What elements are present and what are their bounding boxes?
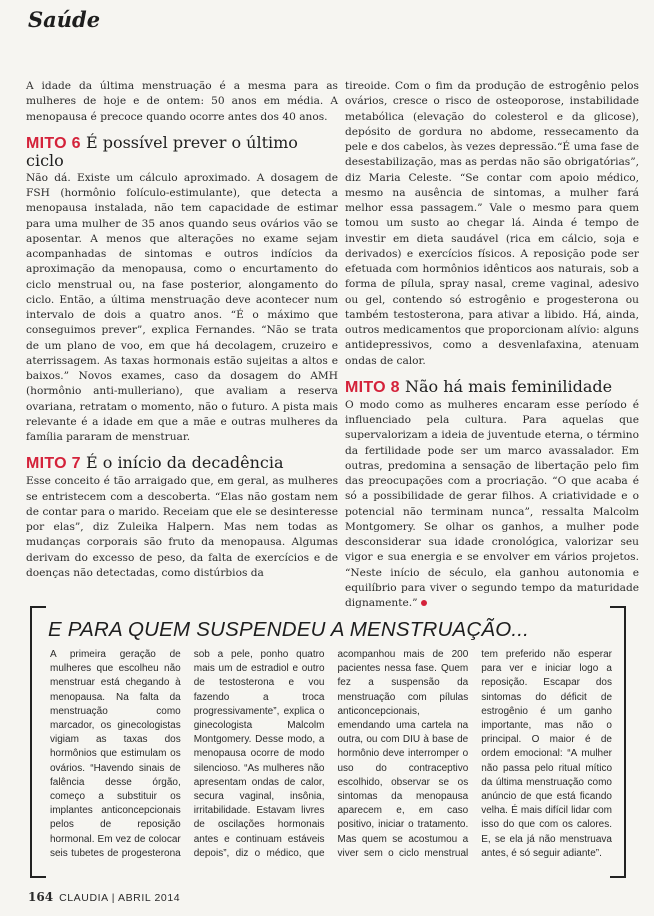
myth-6-title: É possível prever o último ciclo bbox=[26, 132, 298, 170]
myth-7-heading bbox=[26, 454, 338, 472]
myth-7-body: Esse conceito é tão arraigado que, em geral, as mulheres se entristecem com a descoberta. “Elas não gostam nem de contar para o marido. Receiam que ele se desinteresse por elas”, diz Zuleika Halpern. Mas nem todas as mudanças corporais são fruto da menopausa. Algumas derivam do excesso de peso, da falta de exercícios e de doenças não detectadas, como distúrbios da bbox=[26, 475, 338, 579]
myth-6-number: MITO 6 bbox=[26, 134, 81, 152]
sidebar-box bbox=[30, 606, 626, 874]
myth-7-continuation: tireoide. Com o fim da produção de estrogênio pelos ovários, cresce o risco de osteoporose, instabilidade metabólica (elevação do colesterol e da glicose), depósito de gordura no abdome, ressecamento da pele e dos cabelos, às vezes depressão.“É uma fase de desestabilização, mas as perdas não são obrigatórias”, diz Maria Celeste. “Se contar com apoio médico, mesmo na ausência de sintomas, a mulher fará melhor essa passagem.” Vale o mesmo para quem tomou um susto ao chegar lá. Ainda é tempo de investir em dieta saudável (rica em cálcio, soja e derivados) e exercícios físicos. A reposição pode ser efetuada com hormônios idênticos aos naturais, sob a forma de pílula, spray nasal, creme vaginal, adesivo ou gel, contendo só estrogênio e progesterona ou também testosterona, para ativar a libido. Há, ainda, outros medicamentos que proporcionam alívio: alguns antidepressivos, como a desvenlafaxina, atenuam ondas de calor. bbox=[345, 80, 639, 367]
myth-6-heading bbox=[26, 134, 338, 169]
column-left bbox=[26, 79, 338, 581]
myth-8-number: MITO 8 bbox=[345, 378, 400, 396]
box-title: E PARA QUEM SUSPENDEU A MENSTRUAÇÃO... bbox=[48, 618, 530, 641]
myth-8-heading bbox=[345, 378, 639, 396]
myth-8-title: Não há mais feminilidade bbox=[404, 376, 613, 396]
section-title: Saúde bbox=[28, 7, 101, 32]
myth-8-body: O modo como as mulheres encaram esse período é influenciado pela cultura. Para aquelas que supervalorizam a ideia de juventude eterna, o término da fertilidade pode ser um marco avassalador. Em outras, predomina a sensação de libertação pelo fim das preocupações com a procriação. “O que acaba é só a possibilidade de gerar filhos. A criatividade e o potencial não terminam nunca”, ressalta Malcolm Montgomery. Se olhar os ganhos, a mulher pode desconsiderar sua idade cronológica, valorizar seu vigor e sua energia e se envolver em vários projetos. “Neste início de século, ela ganhou autonomia e equilíbrio para viver o segundo tempo da maturidade dignamente.” bbox=[345, 398, 639, 609]
page-footer bbox=[28, 890, 180, 904]
box-body bbox=[50, 648, 612, 861]
myth-6-body: Não dá. Existe um cálculo aproximado. A dosagem de FSH (hormônio folículo-estimulante), que detecta a menopausa instalada, não tem capacidade de estimar para uma mulher de 35 anos quando seus ovários vão se aposentar. A menos que alterações no exame sejam acompanhadas de sintomas e outros indícios da aproximação da menopausa, como o encurtamento do ciclo menstrual ou, na fase posterior, alongamento do ciclo. Então, a última menstruação deve acontecer num intervalo de dois a quatro anos. “É o máximo que conseguimos prever”, explica Fernandes. “Não se trata de um plano de voo, em que há decolagem, cruzeiro e aterrissagem. As taxas hormonais estão sujeitas a altos e baixos.” Novos exames, caso da dosagem do AMH (hormônio anti-mulleriano), que avaliam a reserva ovariana, retratam o momento, não o futuro. A pista mais relevante é a idade em que a mãe e outras mulheres da família pararam de menstruar. bbox=[26, 171, 338, 443]
myth-7-title: É o início da decadência bbox=[85, 453, 284, 473]
box-text: A primeira geração de mulheres que escolheu não menstruar está chegando à menopausa. Na falta da menstruação como marcador, os ginecologistas vigiam as taxas dos hormônios que estimulam os ovários. “Havendo sinais de falência desse órgão, começo a substituir os implantes anticoncepcionais pelos de reposição hormonal. Em vez de colocar seis tubetes de progesterona sob a pele, ponho quatro mais um de estradiol e outro de testosterona e vou fazendo a troca progressivamente”, explica o ginecologista Malcolm Montgomery. Desse modo, a menopausa ocorre de modo silencioso. “As mulheres não apresentam ondas de calor, secura vaginal, insônia, irritabilidade. Estavam livres de oscilações hormonais antes e continuam estáveis depois”, diz o médico, que acompanhou mais de 200 pacientes nessa fase. Quem fez a suspensão da menstruação com pílulas anticoncepcionais, emendando uma cartela na outra, ou com DIU à base de hormônio deve interromper o uso do contraceptivo escolhido, observar se os sintomas da menopausa aparecem e, em caso positivo, iniciar o tratamento. Mas quem se acostumou a viver sem o ciclo menstrual tem preferido não esperar para ver e iniciar logo a reposição. Escapar dos sintomas do déficit de estrogênio é um ganho importante, mas não o principal. O maior é de ordem emocional: “A mulher não passa pelo ritual mítico da última menstruação como anúncio de que está ficando velha. É mais difícil lidar com isso do que com os calores. E, se ela já não menstruava antes, é só seguir adiante”. bbox=[50, 649, 612, 859]
left-bracket-decoration bbox=[30, 606, 46, 878]
right-bracket-decoration bbox=[610, 606, 626, 878]
magazine-issue: CLAUDIA | ABRIL 2014 bbox=[59, 892, 181, 904]
myth-7-number: MITO 7 bbox=[26, 455, 81, 473]
intro-paragraph: A idade da última menstruação é a mesma para as mulheres de hoje e de ontem: 50 anos em média. A menopausa é precoce quando ocorre antes dos 40 anos. bbox=[26, 80, 338, 123]
myth-8-body-wrapper bbox=[345, 398, 639, 612]
page-number: 164 bbox=[28, 890, 54, 904]
column-right bbox=[345, 79, 639, 611]
